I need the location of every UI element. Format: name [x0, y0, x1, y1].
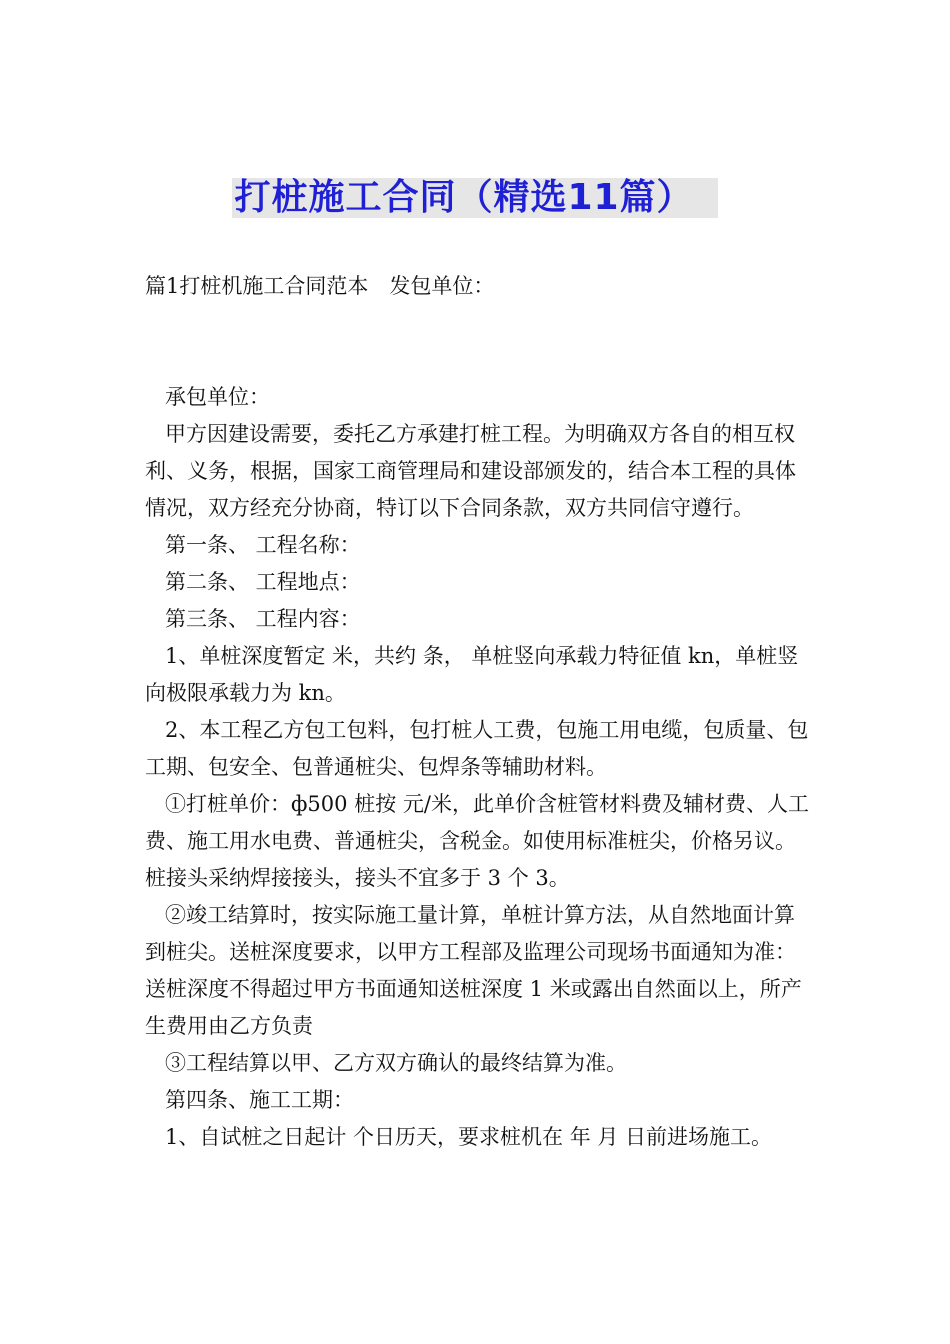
paragraph-schedule-1: 1、自试桩之日起计 个日历天，要求桩机在 年 月 日前进场施工。: [165, 1125, 773, 1149]
paragraph-article-3: 第三条、 工程内容：: [165, 607, 361, 631]
paragraph-contractor: 承包单位：: [165, 385, 270, 409]
paragraph-item-2: 2、本工程乙方包工包料，包打桩人工费，包施工用电缆，包质量、包工期、包安全、包普通桩尖、包焊条等辅助材料。: [145, 718, 809, 779]
document-title: 打桩施工合同（精选11篇）: [232, 178, 717, 218]
paragraph-article-2: 第二条、 工程地点：: [165, 570, 361, 594]
paragraph-heading: 篇1打桩机施工合同范本 发包单位：: [145, 274, 495, 298]
title-container: [0, 178, 950, 218]
paragraph-subitem-2: ②竣工结算时，按实际施工量计算，单桩计算方法，从自然地面计算到桩尖。送桩深度要求，以甲方工程部及监理公司现场书面通知为准：送桩深度不得超过甲方书面通知送桩深度 1 米或露出自然面以上，所产生费用由乙方负责: [145, 903, 802, 1038]
paragraph-article-1: 第一条、 工程名称：: [165, 533, 361, 557]
paragraph-subitem-3: ③工程结算以甲、乙方双方确认的最终结算为准。: [165, 1051, 627, 1075]
document-body: [145, 268, 810, 1156]
paragraph-article-4: 第四条、施工工期：: [165, 1088, 354, 1112]
paragraph-subitem-1: ①打桩单价：ф500 桩按 元/米，此单价含桩管材料费及辅材费、人工费、施工用水电费、普通桩尖，含税金。如使用标准桩尖，价格另议。桩接头采纳焊接接头，接头不宜多于 3 个 3。: [145, 792, 809, 890]
paragraph-item-1: 1、单桩深度暂定 米，共约 条， 单桩竖向承载力特征值 kn，单桩竖向极限承载力为 kn。: [145, 644, 799, 705]
paragraph-intro: 甲方因建设需要，委托乙方承建打桩工程。为明确双方各自的相互权利、义务，根据，国家工商管理局和建设部颁发的，结合本工程的具体情况，双方经充分协商，特订以下合同条款，双方共同信守遵行。: [145, 422, 796, 520]
